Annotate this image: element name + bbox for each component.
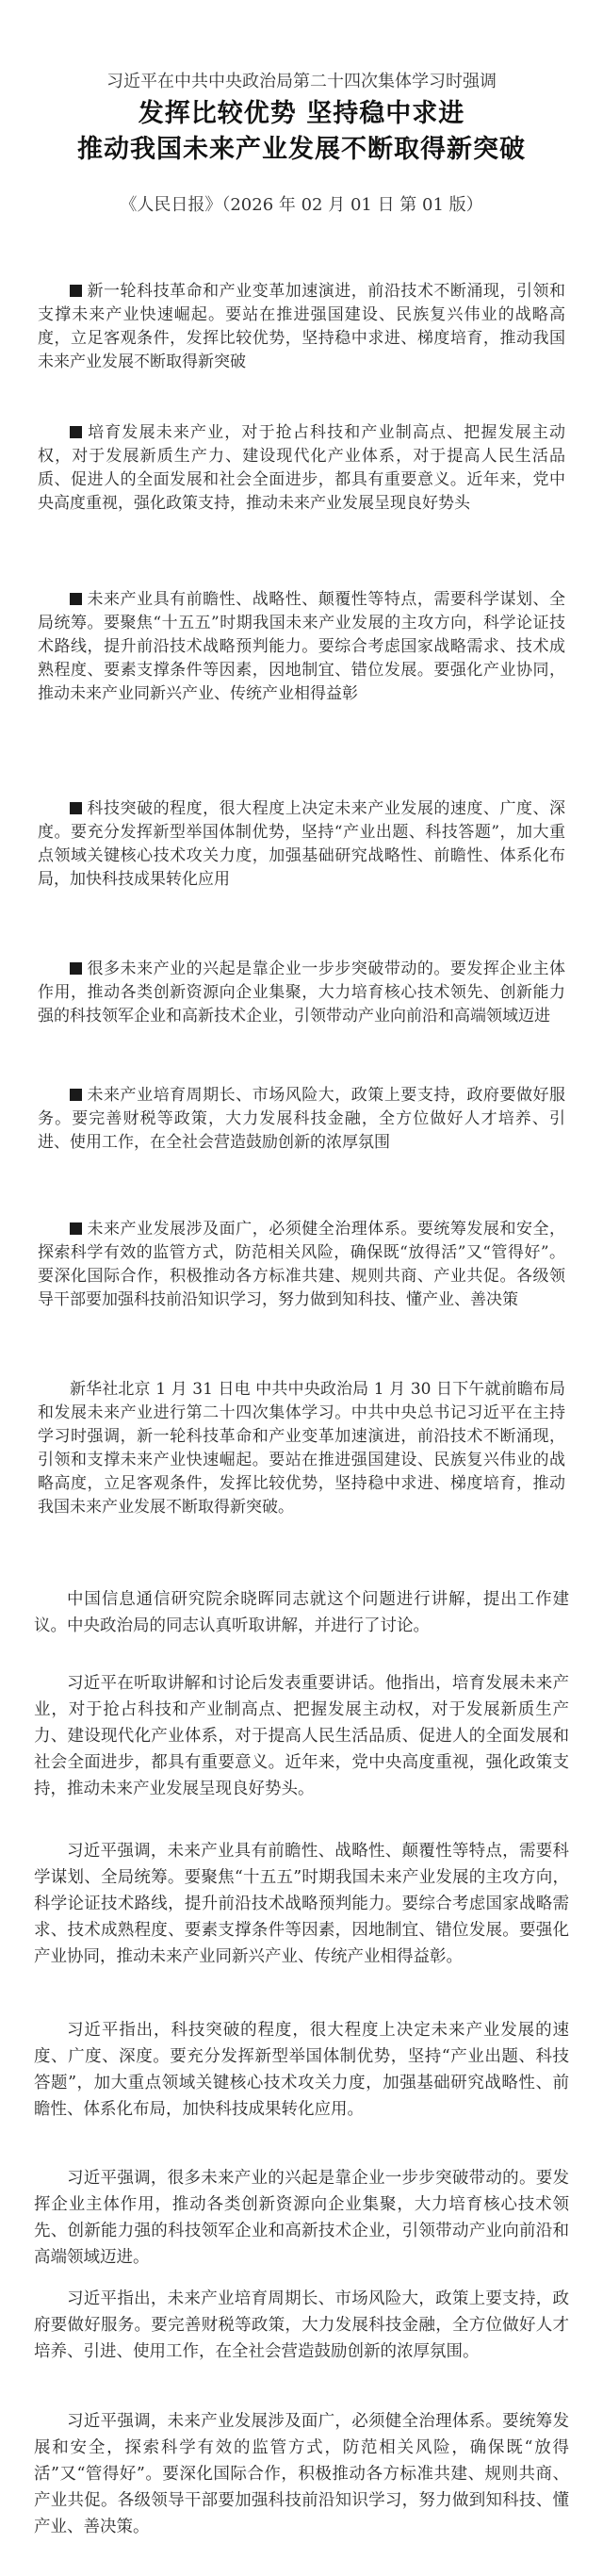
article-kicker: 习近平在中共中央政治局第二十四次集体学习时强调 — [106, 72, 497, 91]
summary-point-4: 科技突破的程度，很大程度上决定未来产业发展的速度、广度、深度。要充分发挥新型举国体制优势，坚持“产业出题、科技答题”，加大重点领域关键核心技术攻关力度，加强基础研究战略性、前瞻性、体系化布局，加快科技成果转化应用 — [38, 799, 565, 889]
summary-point-5: 很多未来产业的兴起是靠企业一步步突破带动的。要发挥企业主体作用，推动各类创新资源向企业集聚，大力培育核心技术领先、创新能力强的科技领军企业和高新技术企业，引领带动产业向前沿和高端领域迈进 — [38, 960, 565, 1025]
article-headline-line2: 推动我国未来产业发展不断取得新突破 — [77, 135, 526, 164]
body-paragraph-5: 习近平指出，科技突破的程度，很大程度上决定未来产业发展的速度、广度、深度。要充分发挥新型举国体制优势，坚持“产业出题、科技答题”，加大重点领域关键核心技术攻关力度，加强基础研究战略性、前瞻性、体系化布局，加快科技成果转化应用。 — [34, 2021, 569, 2119]
square-bullet-icon — [70, 1089, 82, 1101]
body-paragraph-7: 习近平指出，未来产业培育周期长、市场风险大，政策上要支持，政府要做好服务。要完善财税等政策，大力发展科技金融，全方位做好人才培养、引进、使用工作，在全社会营造鼓励创新的浓厚氛围。 — [34, 2289, 569, 2361]
summary-point-6: 未来产业培育周期长、市场风险大，政策上要支持，政府要做好服务。要完善财税等政策，大力发展科技金融，全方位做好人才培养、引进、使用工作，在全社会营造鼓励创新的浓厚氛围 — [38, 1086, 565, 1152]
summary-point-1: 新一轮科技革命和产业变革加速演进，前沿技术不断涌现，引领和支撑未来产业快速崛起。要站在推进强国建设、民族复兴伟业的战略高度，立足客观条件，发挥比较优势，坚持稳中求进、梯度培育，推动我国未来产业发展不断取得新突破 — [38, 282, 565, 371]
body-paragraph-1: 新华社北京 1 月 31 日电 中共中央政治局 1 月 30 日下午就前瞻布局和发展未来产业进行第二十四次集体学习。中共中央总书记习近平在主持学习时强调，新一轮科技革命和产业变革加速演进，前沿技术不断涌现，引领和支撑未来产业快速崛起。要站在推进强国建设、民族复兴伟业的战略高度，立足客观条件，发挥比较优势，坚持稳中求进、梯度培育，推动我国未来产业发展不断取得新突破。 — [38, 1380, 565, 1517]
body-paragraph-3: 习近平在听取讲解和讨论后发表重要讲话。他指出，培育发展未来产业，对于抢占科技和产业制高点、把握发展主动权，对于发展新质生产力、建设现代化产业体系，对于提高人民生活品质、促进人的全面发展和社会全面进步，都具有重要意义。近年来，党中央高度重视，强化政策支持，推动未来产业发展呈现良好势头。 — [34, 1674, 569, 1798]
body-paragraph-2: 中国信息通信研究院余晓晖同志就这个问题进行讲解，提出工作建议。中央政治局的同志认真听取讲解，并进行了讨论。 — [34, 1590, 569, 1635]
body-paragraph-6: 习近平强调，很多未来产业的兴起是靠企业一步步突破带动的。要发挥企业主体作用，推动各类创新资源向企业集聚，大力培育核心技术领先、创新能力强的科技领军企业和高新技术企业，引领带动产业向前沿和高端领域迈进。 — [34, 2169, 569, 2267]
square-bullet-icon — [70, 802, 82, 814]
summary-point-3: 未来产业具有前瞻性、战略性、颠覆性等特点，需要科学谋划、全局统筹。要聚焦“十五五”时期我国未来产业发展的主攻方向，科学论证技术路线，提升前沿技术战略预判能力。要综合考虑国家战略需求、技术成熟程度、要素支撑条件等因素，因地制宜、错位发展。要强化产业协同，推动未来产业同新兴产业、传统产业相得益彰 — [38, 590, 565, 703]
body-paragraph-4: 习近平强调，未来产业具有前瞻性、战略性、颠覆性等特点，需要科学谋划、全局统筹。要聚焦“十五五”时期我国未来产业发展的主攻方向，科学论证技术路线，提升前沿技术战略预判能力。要综合考虑国家战略需求、技术成熟程度、要素支撑条件等因素，因地制宜、错位发展。要强化产业协同，推动未来产业同新兴产业、传统产业相得益彰。 — [34, 1842, 569, 1966]
square-bullet-icon — [70, 962, 82, 975]
summary-point-2: 培育发展未来产业，对于抢占科技和产业制高点、把握发展主动权，对于发展新质生产力、建设现代化产业体系，对于提高人民生活品质、促进人的全面发展和社会全面进步，都具有重要意义。近年来，党中央高度重视，强化政策支持，推动未来产业发展呈现良好势头 — [38, 423, 565, 513]
summary-point-7: 未来产业发展涉及面广，必须健全治理体系。要统筹发展和安全，探索科学有效的监管方式，防范相关风险，确保既“放得活”又“管得好”。要深化国际合作，积极推动各方标准共建、规则共商、产业共促。各级领导干部要加强科技前沿知识学习，努力做到知科技、懂产业、善决策 — [38, 1220, 565, 1309]
article-headline-line1: 发挥比较优势 坚持稳中求进 — [138, 99, 465, 128]
square-bullet-icon — [70, 426, 82, 438]
article-source: 《人民日报》（2026 年 02 月 01 日 第 01 版） — [120, 195, 483, 215]
square-bullet-icon — [70, 593, 82, 605]
square-bullet-icon — [70, 285, 82, 297]
body-paragraph-8: 习近平强调，未来产业发展涉及面广，必须健全治理体系。要统筹发展和安全，探索科学有效的监管方式，防范相关风险，确保既“放得活”又“管得好”。要深化国际合作，积极推动各方标准共建、规则共商、产业共促。各级领导干部要加强科技前沿知识学习，努力做到知科技、懂产业、善决策。 — [34, 2412, 569, 2536]
square-bullet-icon — [70, 1222, 82, 1235]
